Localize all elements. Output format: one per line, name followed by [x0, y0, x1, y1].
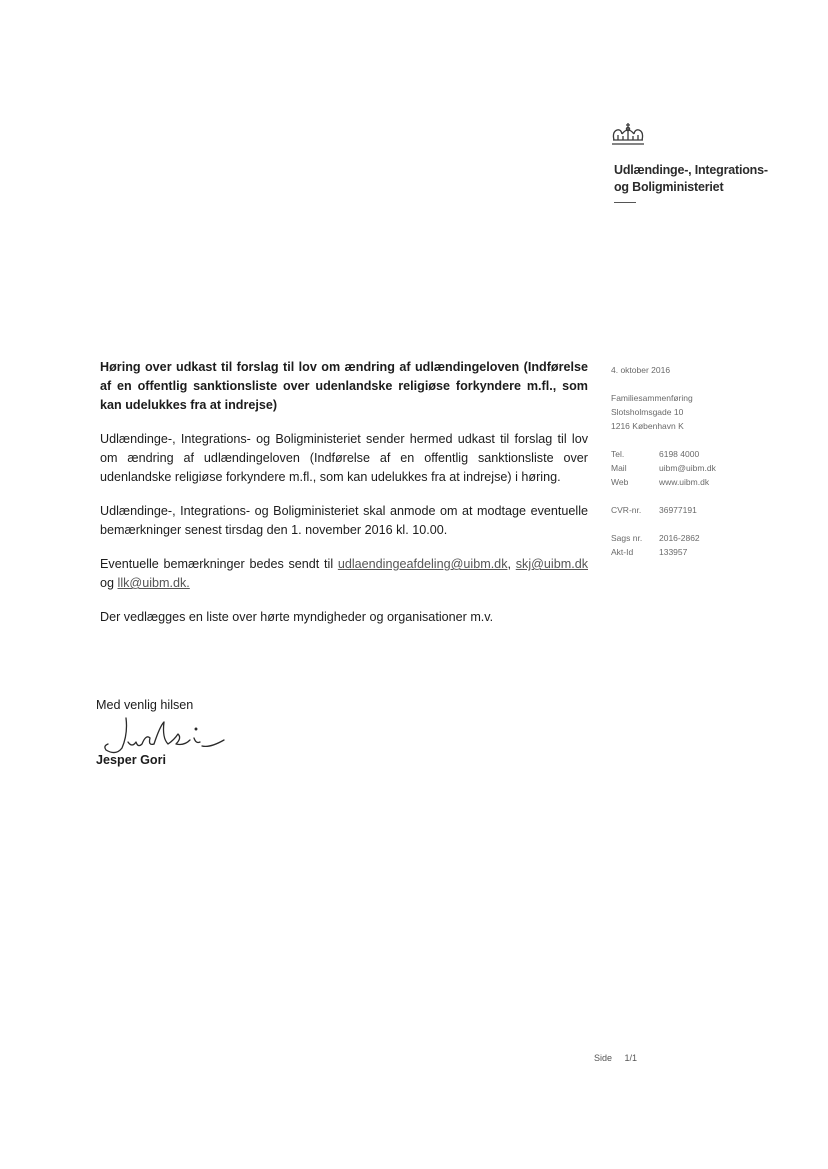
- document-id-value: 133957: [659, 547, 688, 557]
- department-name: Familiesammenføring: [611, 393, 693, 403]
- ministry-name-line2: og Boligministeriet: [614, 180, 724, 194]
- tel-value: 6198 4000: [659, 449, 700, 459]
- email-link-udlaendingeafdeling[interactable]: udlaendingeafdeling@uibm.dk: [337, 557, 508, 571]
- tel-label: Tel.: [611, 449, 625, 459]
- letter-closing: Med venlig hilsen: [96, 698, 194, 712]
- web-value: www.uibm.dk: [659, 477, 710, 487]
- case-block: [611, 531, 771, 559]
- cvr-value: 36977191: [659, 505, 697, 515]
- contact-row-mail: [611, 461, 771, 475]
- mail-value: uibm@uibm.dk: [659, 463, 716, 473]
- ministry-name: [614, 162, 768, 196]
- crown-logo-icon: [608, 118, 648, 150]
- contact-row-tel: [611, 447, 771, 461]
- letter-date: 4. oktober 2016: [611, 365, 671, 375]
- contact-block: [611, 447, 771, 489]
- letter-paragraph-3: Eventuelle bemærkninger bedes sendt til udlaendingeafdeling@uibm.dk, skj@uibm.dk og llk@uibm.dk.: [100, 557, 589, 590]
- page-label: Side: [594, 1053, 613, 1063]
- paragraph-3-og: og: [100, 576, 115, 590]
- case-number-label: Sags nr.: [611, 533, 643, 543]
- signer-name: Jesper Gori: [96, 753, 166, 767]
- mail-label: Mail: [611, 463, 627, 473]
- document-id-row: [611, 545, 771, 559]
- sidebar-info: [611, 363, 771, 573]
- case-number-row: [611, 531, 771, 545]
- page-number: 1/1: [624, 1053, 638, 1063]
- cvr-row: [611, 503, 771, 517]
- cvr-block: [611, 503, 771, 517]
- email-link-llk[interactable]: llk@uibm.dk.: [117, 576, 190, 590]
- page-footer: [594, 1053, 637, 1063]
- letter-body: [100, 358, 588, 642]
- letter-subject: Høring over udkast til forslag til lov om ændring af udlændingeloven (Indførelse af en offentlig sanktionsliste over udenlandske religiøse forkyndere m.fl., som kan udelukkes fra at indrejse): [100, 360, 588, 412]
- city-address: 1216 København K: [611, 421, 684, 431]
- street-address: Slotsholmsgade 10: [611, 407, 684, 417]
- document-id-label: Akt-Id: [611, 547, 634, 557]
- letter-paragraph-1: Udlændinge-, Integrations- og Boligministeriet sender hermed udkast til forslag til lov om ændring af udlændingeloven (Indførelse af en offentlig sanktionsliste over udenlandske religiøse forkyndere m.fl., som kan udelukkes fra at indrejse) i høring.: [100, 432, 588, 484]
- address-block: [611, 391, 771, 433]
- cvr-label: CVR-nr.: [611, 505, 642, 515]
- letter-paragraph-4: Der vedlægges en liste over hørte myndigheder og organisationer m.v.: [100, 610, 494, 624]
- ministry-divider: [614, 202, 636, 203]
- contact-row-web: [611, 475, 771, 489]
- paragraph-3-prefix: Eventuelle bemærkninger bedes sendt til: [100, 557, 334, 571]
- case-number-value: 2016-2862: [659, 533, 700, 543]
- web-label: Web: [611, 477, 629, 487]
- email-link-skj[interactable]: skj@uibm.dk: [515, 557, 589, 571]
- ministry-name-line1: Udlændinge-, Integrations-: [614, 163, 768, 177]
- letter-paragraph-2: Udlændinge-, Integrations- og Boligministeriet skal anmode om at modtage eventuelle bemærkninger senest tirsdag den 1. november 2016 kl. 10.00.: [100, 504, 588, 537]
